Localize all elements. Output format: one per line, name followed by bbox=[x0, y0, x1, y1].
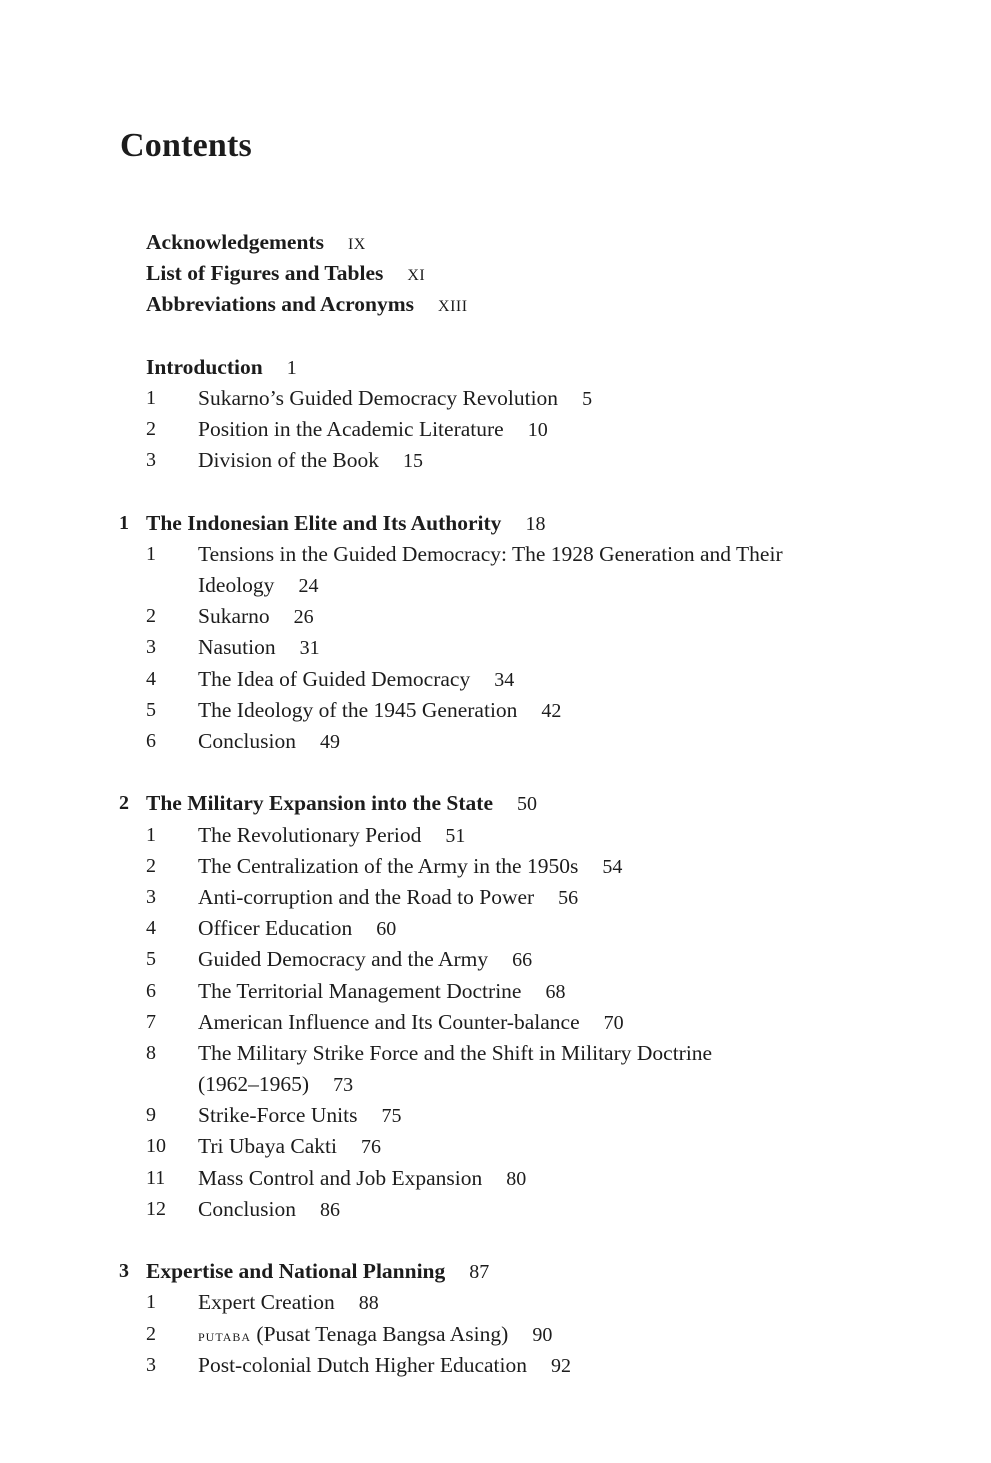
section-title: (Pusat Tenaga Bangsa Asing) bbox=[251, 1321, 509, 1346]
section-page: 70 bbox=[603, 1011, 624, 1034]
chapter-page: 18 bbox=[525, 512, 546, 535]
section-title: The Territorial Management Doctrine bbox=[198, 978, 522, 1003]
chapter-number: 1 bbox=[119, 511, 129, 534]
section-number: 6 bbox=[146, 730, 156, 752]
section-title: Mass Control and Job Expansion bbox=[198, 1165, 483, 1190]
section-title: Anti-corruption and the Road to Power bbox=[198, 884, 535, 909]
toc-entry-abbreviations[interactable] bbox=[0, 289, 991, 320]
section-title: Ideology bbox=[198, 573, 275, 598]
section-title: Nasution bbox=[198, 635, 276, 660]
section-number: 5 bbox=[146, 948, 156, 971]
section-title: Expert Creation bbox=[198, 1290, 335, 1315]
section-page: 10 bbox=[527, 419, 548, 442]
section-title: The Revolutionary Period bbox=[198, 822, 422, 847]
toc-section[interactable] bbox=[0, 1007, 991, 1038]
section-title: (1962–1965) bbox=[198, 1072, 310, 1097]
toc-section[interactable] bbox=[0, 414, 991, 445]
section-page: 66 bbox=[512, 949, 533, 972]
toc-chapter-2[interactable] bbox=[0, 788, 991, 819]
section-number: 2 bbox=[146, 418, 156, 441]
toc-section[interactable] bbox=[0, 539, 991, 570]
section-number: 2 bbox=[146, 605, 156, 628]
section-number: 2 bbox=[146, 1322, 156, 1345]
section-title: Sukarno’s Guided Democracy Revolution bbox=[198, 385, 559, 410]
entry-title: List of Figures and Tables bbox=[146, 261, 384, 286]
toc-section[interactable] bbox=[0, 445, 991, 476]
page-title: Contents bbox=[120, 127, 252, 164]
toc-entry-introduction[interactable] bbox=[0, 352, 991, 383]
section-page: 73 bbox=[333, 1074, 354, 1097]
section-page: 75 bbox=[381, 1105, 402, 1128]
section-page: 24 bbox=[298, 575, 319, 598]
chapter-page: 87 bbox=[469, 1261, 490, 1284]
section-title: The Idea of Guided Democracy bbox=[198, 666, 471, 691]
section-title: Post-colonial Dutch Higher Education bbox=[198, 1352, 527, 1377]
section-page: 49 bbox=[319, 731, 340, 753]
toc-section[interactable] bbox=[0, 976, 991, 1007]
toc-section[interactable] bbox=[0, 1350, 991, 1381]
toc-section[interactable] bbox=[0, 1319, 991, 1350]
section-page: 26 bbox=[293, 606, 314, 629]
section-number: 10 bbox=[146, 1135, 166, 1158]
section-number: 11 bbox=[146, 1166, 166, 1189]
section-title: Guided Democracy and the Army bbox=[198, 947, 489, 972]
section-number: 1 bbox=[146, 386, 156, 409]
section-number: 9 bbox=[146, 1104, 156, 1127]
toc-section[interactable] bbox=[0, 632, 991, 663]
chapter-number: 3 bbox=[119, 1260, 129, 1283]
section-number: 1 bbox=[146, 542, 156, 565]
section-title: Conclusion bbox=[198, 729, 296, 753]
toc-section-continuation[interactable] bbox=[0, 570, 991, 601]
section-number: 3 bbox=[146, 1353, 156, 1376]
section-page: 88 bbox=[358, 1292, 379, 1315]
table-of-contents bbox=[0, 227, 991, 1381]
entry-page: IX bbox=[347, 236, 366, 253]
toc-section[interactable] bbox=[0, 820, 991, 851]
entry-page: XIII bbox=[438, 298, 468, 316]
chapter-title: The Military Expansion into the State bbox=[146, 791, 494, 816]
section-title: The Military Strike Force and the Shift in Military Doctrine bbox=[198, 1040, 713, 1065]
toc-section[interactable] bbox=[0, 1194, 991, 1225]
section-title: American Influence and Its Counter-balance bbox=[198, 1009, 580, 1034]
section-page: 76 bbox=[360, 1136, 381, 1159]
section-title: The Centralization of the Army in the 1950s bbox=[198, 853, 579, 878]
section-title: Strike-Force Units bbox=[198, 1103, 358, 1128]
entry-page: XI bbox=[407, 267, 426, 285]
chapter-number: 2 bbox=[119, 792, 129, 815]
section-title: Division of the Book bbox=[198, 448, 379, 473]
section-title: Position in the Academic Literature bbox=[198, 417, 504, 442]
section-page: 60 bbox=[376, 918, 397, 941]
entry-page: 1 bbox=[286, 356, 297, 379]
section-title: Conclusion bbox=[198, 1196, 296, 1221]
section-page: 92 bbox=[551, 1354, 571, 1377]
section-number: 7 bbox=[146, 1010, 156, 1033]
toc-chapter-3[interactable] bbox=[0, 1256, 991, 1287]
toc-section[interactable] bbox=[0, 913, 991, 944]
section-page: 5 bbox=[582, 387, 593, 410]
chapter-title: Expertise and National Planning bbox=[146, 1259, 446, 1284]
section-number: 4 bbox=[146, 667, 156, 690]
entry-title: Abbreviations and Acronyms bbox=[146, 292, 415, 317]
section-title: Sukarno bbox=[198, 604, 270, 629]
entry-title: Introduction bbox=[146, 354, 263, 379]
section-page: 80 bbox=[506, 1167, 527, 1190]
section-page: 56 bbox=[558, 886, 579, 909]
toc-chapter-1[interactable] bbox=[0, 508, 991, 539]
toc-section[interactable] bbox=[0, 1100, 991, 1131]
chapter-title: The Indonesian Elite and Its Authority bbox=[146, 510, 502, 535]
section-number: 8 bbox=[146, 1041, 156, 1064]
toc-section[interactable] bbox=[0, 944, 991, 975]
section-page: 90 bbox=[532, 1323, 553, 1346]
section-number: 3 bbox=[146, 449, 156, 472]
section-page: 31 bbox=[299, 637, 320, 660]
section-page: 54 bbox=[602, 855, 623, 878]
toc-entry-figures-tables[interactable] bbox=[0, 258, 991, 289]
section-number: 3 bbox=[146, 885, 156, 908]
toc-section[interactable] bbox=[0, 726, 991, 757]
section-title: Tri Ubaya Cakti bbox=[198, 1134, 337, 1159]
toc-section[interactable] bbox=[0, 1038, 991, 1069]
section-page: 15 bbox=[402, 450, 423, 473]
section-number: 5 bbox=[146, 698, 156, 721]
toc-section[interactable] bbox=[0, 664, 991, 695]
toc-section[interactable] bbox=[0, 882, 991, 913]
toc-section[interactable] bbox=[0, 851, 991, 882]
section-number: 6 bbox=[146, 979, 156, 1002]
entry-title: Acknowledgements bbox=[146, 230, 324, 254]
toc-section[interactable] bbox=[0, 383, 991, 414]
section-page: 42 bbox=[541, 699, 562, 722]
toc-section[interactable] bbox=[0, 601, 991, 632]
section-number: 4 bbox=[146, 917, 156, 940]
section-title: Tensions in the Guided Democracy: The 1928 Generation and Their bbox=[198, 541, 783, 566]
section-number: 3 bbox=[146, 636, 156, 659]
section-title: The Ideology of the 1945 Generation bbox=[198, 697, 518, 722]
section-page: 34 bbox=[494, 668, 515, 691]
section-page: 68 bbox=[545, 980, 566, 1003]
section-title-acronym: putaba bbox=[198, 1325, 252, 1345]
toc-section[interactable] bbox=[0, 695, 991, 726]
toc-section[interactable] bbox=[0, 1163, 991, 1194]
section-number: 2 bbox=[146, 854, 156, 877]
section-number: 1 bbox=[146, 823, 156, 846]
toc-section[interactable] bbox=[0, 1131, 991, 1162]
section-number: 12 bbox=[146, 1197, 166, 1220]
toc-entry-acknowledgements[interactable] bbox=[0, 227, 991, 258]
toc-section-continuation[interactable] bbox=[0, 1069, 991, 1100]
chapter-page: 50 bbox=[517, 793, 538, 816]
section-number: 1 bbox=[146, 1291, 156, 1314]
section-page: 51 bbox=[445, 824, 466, 847]
toc-section[interactable] bbox=[0, 1287, 991, 1318]
section-title: Officer Education bbox=[198, 916, 353, 941]
section-page: 86 bbox=[319, 1198, 340, 1221]
